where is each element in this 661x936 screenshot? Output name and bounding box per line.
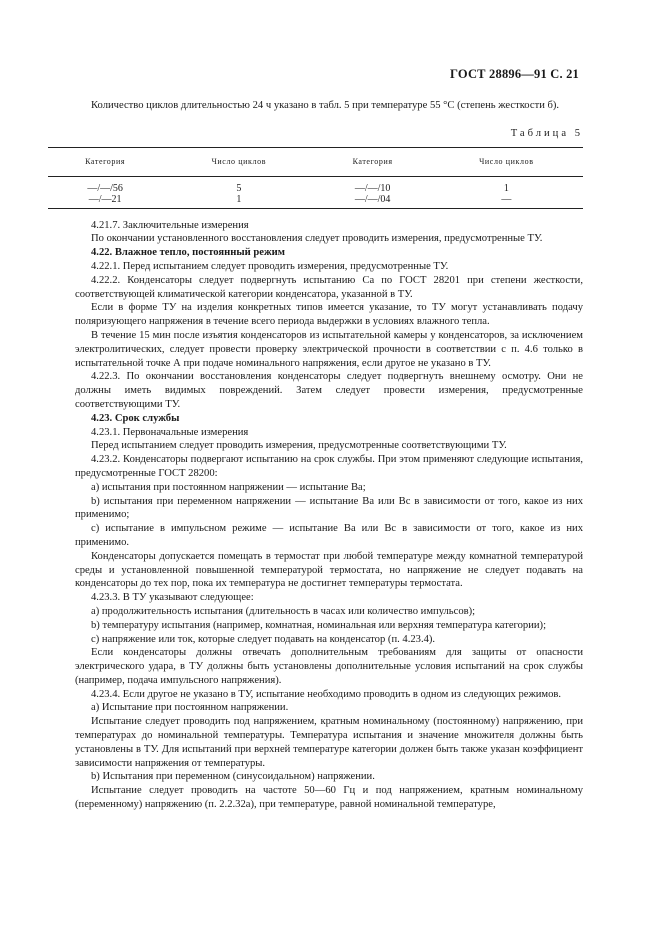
section-heading: 4.23. Срок службы (91, 412, 180, 424)
cell-line: — (501, 193, 512, 205)
table-row (48, 176, 583, 208)
paragraph: а) испытания при постоянном напряжении — испытание Ва; (91, 481, 366, 493)
paragraph: По окончании установленного восстановления следует проводить измерения, предусмотренные ТУ. (91, 233, 543, 245)
paragraph: Испытание следует проводить под напряжением, кратным номинальному (постоянному) напряжению, при температурах до номинальной температуры. Температура испытания и значение множителя должны быть установлены в ТУ. Для испытаний при верхней температуре категории должен быть также указан коэффициент зависимости напряжения от температуры. (75, 716, 583, 769)
paragraph: 4.22.2. Конденсаторы следует подвергнуть испытанию Са по ГОСТ 28201 при степени жесткости, соответствующей климатической категории конденсатора, указанной в ТУ. (75, 274, 583, 300)
paragraph: 4.23.3. В ТУ указывают следующее: (91, 592, 254, 604)
cell-line: —/—21 (88, 193, 122, 205)
paragraph: Испытание следует проводить на частоте 50—60 Гц и под напряжением, кратным номинальному (переменному) напряжению (п. 2.2.32а), при температуре, равной номинальной температуре, (75, 785, 583, 811)
paragraph: 4.22.3. По окончании восстановления конденсаторы следует подвергнуть внешнему осмотру. Они не должны иметь видимых повреждений. Затем следует провести измерения, предусмотренные соответствующими ТУ. (75, 371, 583, 410)
paragraph: 4.23.2. Конденсаторы подвергают испытанию на срок службы. При этом применяют следующие испытания, предусмотренные ГОСТ 28200: (75, 454, 583, 479)
table-cell (315, 176, 429, 208)
cell-line: 5 (236, 182, 242, 194)
paragraph: 4.23.1. Первоначальные измерения (91, 426, 249, 438)
paragraph: Если конденсаторы должны отвечать дополнительным требованиям для защиты от опасности электрического удара, в ТУ должны быть установлены дополнительные условия испытаний на срок службы (например, подача импульсного напряжения). (75, 647, 583, 686)
table-header-cell: Категория (315, 147, 429, 176)
table-caption: Таблица 5 (510, 127, 583, 139)
table-header-cell: Число циклов (162, 147, 315, 176)
paragraph: Перед испытанием следует проводить измерения, предусмотренные соответствующими ТУ. (91, 440, 507, 452)
section-heading: 4.22. Влажное тепло, постоянный режим (91, 247, 285, 259)
paragraph: с) напряжение или ток, которые следует подавать на конденсатор (п. 4.23.4). (91, 633, 436, 645)
cell-line: 1 (236, 193, 242, 205)
table-header-cell: Число циклов (430, 147, 583, 176)
paragraph: с) испытание в импульсном режиме — испытание Ва или Вс в зависимости от того, какое из них применимо. (75, 523, 583, 548)
paragraph: Если в форме ТУ на изделия конкретных типов имеется указание, то ТУ могут устанавливать подачу поляризующего напряжения в течение всего периода выдержки в условиях влажного тепла. (75, 302, 583, 328)
table-cell (48, 176, 162, 208)
table-cell (162, 176, 315, 208)
paragraph: b) температуру испытания (например, комнатная, номинальная или верхняя температура категории); (91, 619, 547, 631)
paragraph: а) продолжительность испытания (длительность в часах или количество импульсов); (91, 605, 476, 617)
page-header: ГОСТ 28896—91 С. 21 (450, 67, 579, 81)
paragraph: b) Испытания при переменном (синусоидальном) напряжении. (91, 771, 375, 783)
paragraph: 4.22.1. Перед испытанием следует проводить измерения, предусмотренные ТУ. (91, 260, 449, 272)
cell-line: —/—/10 (354, 182, 391, 194)
paragraph: 4.21.7. Заключительные измерения (91, 219, 249, 231)
table-header-cell: Категория (48, 147, 162, 176)
paragraph-list (75, 219, 583, 812)
paragraph: 4.23.4. Если другое не указано в ТУ, испытание необходимо проводить в одном из следующих режимов. (91, 688, 562, 700)
cell-line: 1 (503, 182, 509, 194)
paragraph: b) испытания при переменном напряжении — испытание Ва или Вс в зависимости от того, какое из них применимо; (75, 495, 583, 521)
document-body (75, 99, 583, 812)
table-cell (430, 176, 583, 208)
cell-line: —/—/56 (87, 182, 123, 194)
paragraph: В течение 15 мин после изъятия конденсаторов из испытательной камеры у конденсаторов, за исключением электролитических, следует провести проверку электрической прочности в соответствии с п. 4.6 только в испытательной точке А при подаче номинального напряжения, если другое не указано в ТУ. (75, 329, 583, 369)
paragraph: а) Испытание при постоянном напряжении. (91, 702, 289, 714)
paragraph: Конденсаторы допускается помещать в термостат при любой температуре между комнатной температурой среды и установленной повышенной температурой термостата, но напряжение не следует подавать на конденсаторы до тех пор, пока их температура не достигнет температуры термостата. (75, 550, 583, 590)
table-5 (48, 147, 583, 209)
cell-line: —/—/04 (354, 193, 391, 205)
intro-paragraph: Количество циклов длительностью 24 ч указано в табл. 5 при температуре 55 °С (степень жесткости б). (91, 100, 560, 111)
